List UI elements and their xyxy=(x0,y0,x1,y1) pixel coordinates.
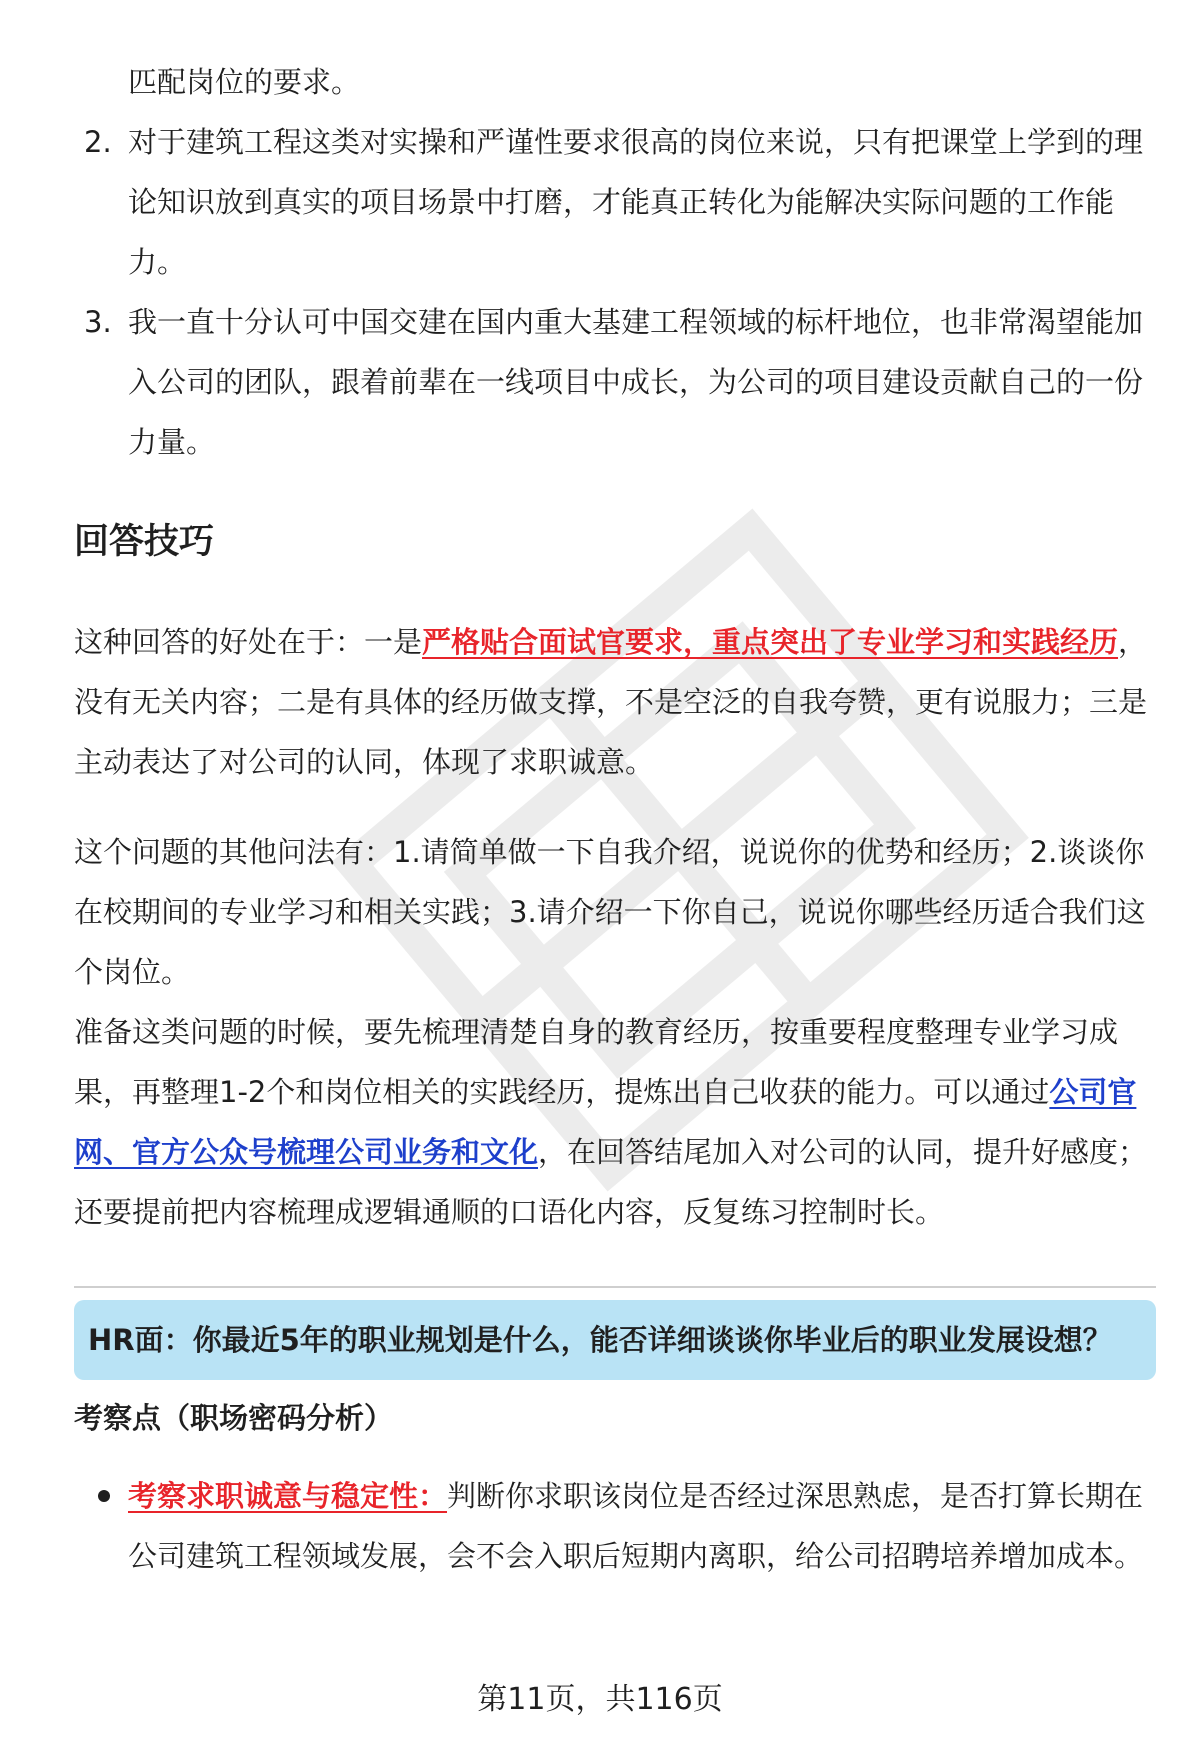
section-divider xyxy=(74,1286,1156,1288)
question-text: HR面：你最近5年的职业规划是什么，能否详细谈谈你毕业后的职业发展设想？ xyxy=(88,1323,1112,1357)
tips-p1-text-b: ，没有无关内容；二是有具体的经历做支撑，不是空泛的自我夸赞，更有说服力；三是主动表达了对公司的认同，体现了求职诚意。 xyxy=(74,625,1148,779)
analysis-bullet-item xyxy=(128,1466,1148,1586)
tips-paragraph-1 xyxy=(74,612,1154,792)
analysis-bullet-highlight: 考察求职诚意与稳定性： xyxy=(128,1479,448,1513)
list-number: 3. xyxy=(84,305,112,339)
page-footer: 第11页，共116页 xyxy=(477,1682,723,1717)
tips-p1-highlight: 严格贴合面试官要求，重点突出了专业学习和实践经历 xyxy=(422,625,1119,659)
section-heading-tips: 回答技巧 xyxy=(74,522,215,562)
tips-p3-highlight: 公司官网、官方公众号梳理公司业务和文化 xyxy=(74,1075,1137,1169)
tips-paragraph-2: 这个问题的其他问法有：1.请简单做一下自我介绍，说说你的优势和经历；2.谈谈你在校期间的专业学习和相关实践；3.请介绍一下你自己，说说你哪些经历适合我们这个岗位。 xyxy=(74,835,1146,989)
tips-p3-text-a: 准备这类问题的时候，要先梳理清楚自身的教育经历，按重要程度整理专业学习成果，再整理1-2个和岗位相关的实践经历，提炼出自己收获的能力。可以通过 xyxy=(74,1015,1119,1109)
analysis-bullet-text: 判断你求职该岗位是否经过深思熟虑，是否打算长期在公司建筑工程领域发展，会不会入职后短期内离职，给公司招聘培养增加成本。 xyxy=(128,1479,1144,1573)
tips-p1-text-a: 这种回答的好处在于：一是 xyxy=(74,625,423,659)
list-item-continuation: 匹配岗位的要求。 xyxy=(128,65,361,99)
bullet-icon xyxy=(98,1490,110,1502)
tips-p3-text-b: ，在回答结尾加入对公司的认同，提升好感度；还要提前把内容梳理成逻辑通顺的口语化内容，反复练习控制时长。 xyxy=(74,1135,1148,1229)
list-number: 2. xyxy=(84,125,112,159)
list-text: 我一直十分认可中国交建在国内重大基建工程领域的标杆地位，也非常渴望能加入公司的团队，跟着前辈在一线项目中成长，为公司的项目建设贡献自己的一份力量。 xyxy=(128,305,1144,459)
tips-paragraph-3 xyxy=(74,1002,1154,1242)
analysis-heading: 考察点（职场密码分析） xyxy=(74,1401,394,1435)
question-box xyxy=(74,1300,1156,1380)
list-text: 对于建筑工程这类对实操和严谨性要求很高的岗位来说，只有把课堂上学到的理论知识放到真实的项目场景中打磨，才能真正转化为能解决实际问题的工作能力。 xyxy=(128,125,1144,279)
